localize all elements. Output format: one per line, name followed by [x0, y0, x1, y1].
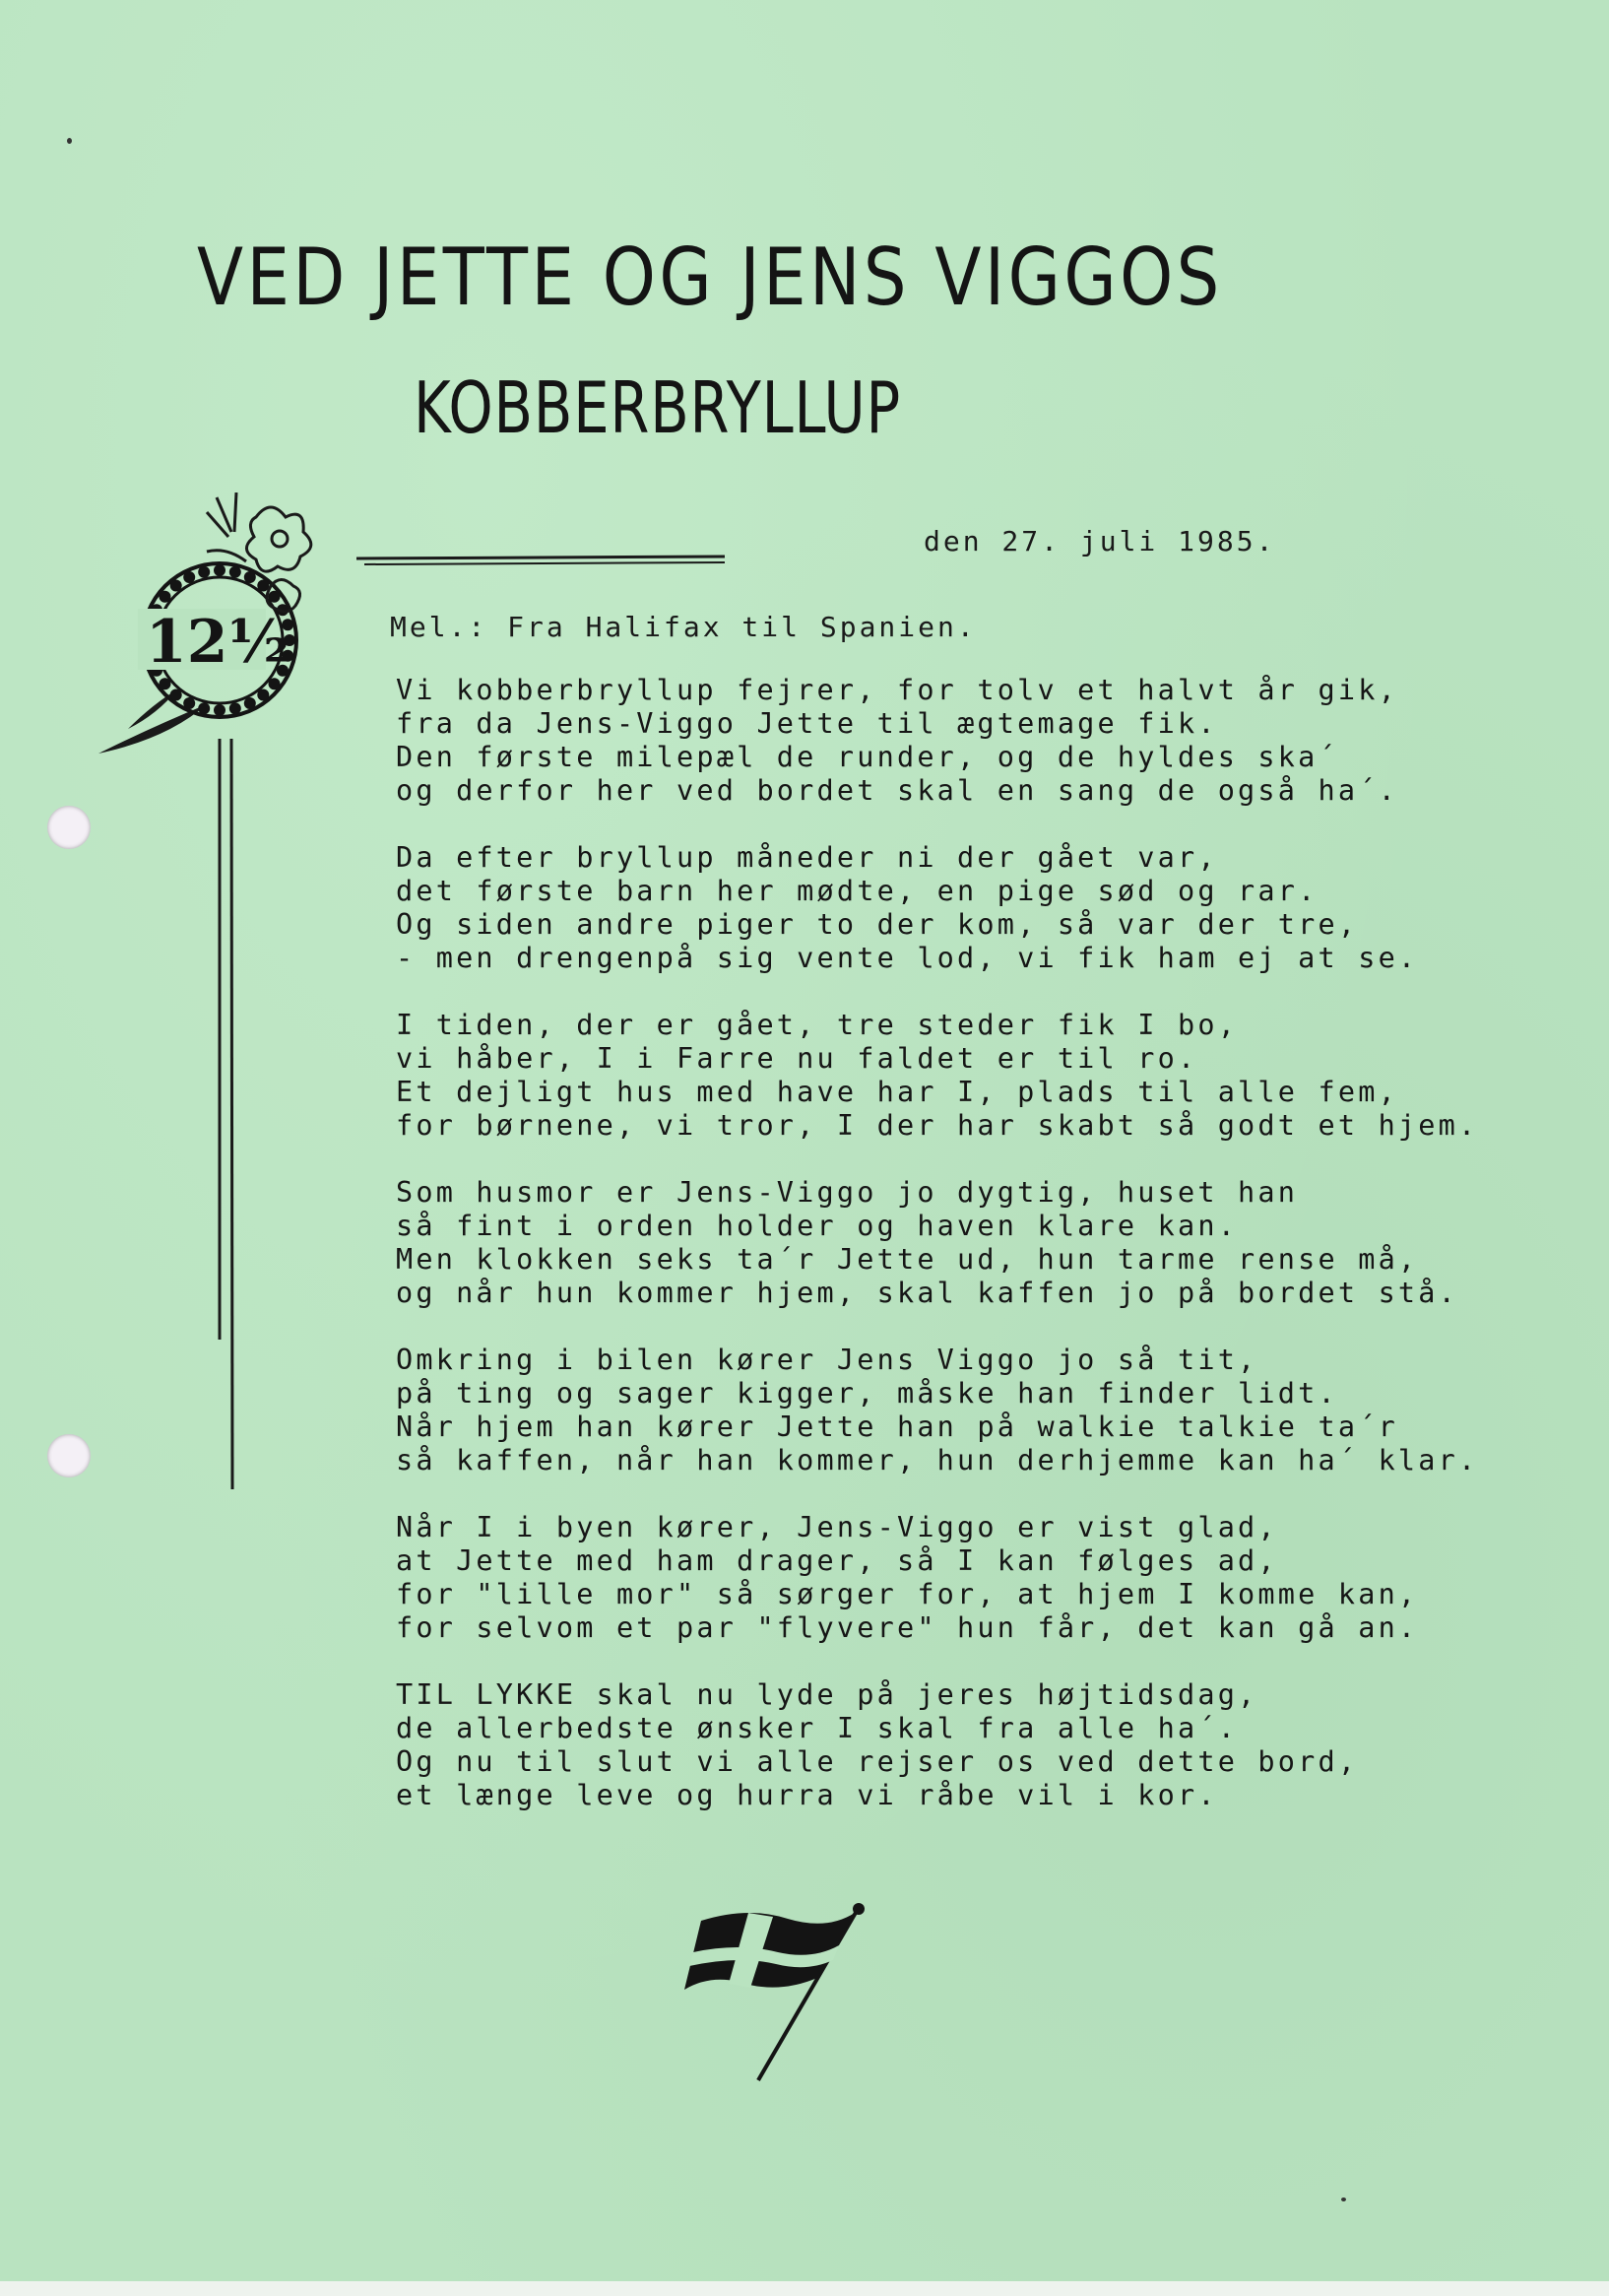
wreath-dot	[244, 697, 256, 709]
verse-line: Et dejligt hus med have har I, plads til alle fem,	[396, 1076, 1398, 1108]
wreath-dot	[269, 591, 281, 603]
verse-line: et længe leve og hurra vi råbe vil i kor.	[396, 1779, 1218, 1811]
wreath-dot	[214, 704, 225, 716]
verse-1	[396, 674, 1478, 808]
danish-flag-icon	[679, 1901, 886, 2088]
verse-line: - men drengenpå sig vente lod, vi fik ham ej at se.	[396, 942, 1419, 974]
verse-line: Men klokken seks ta´r Jette ud, hun tarme rense må,	[396, 1243, 1419, 1276]
verse-line: de allerbedste ønsker I skal fra alle ha´.	[396, 1712, 1239, 1744]
wreath-dot	[183, 571, 195, 583]
verse-line: I tiden, der er gået, tre steder fik I bo,	[396, 1009, 1239, 1041]
punch-hole	[47, 1434, 91, 1477]
verse-line: at Jette med ham drager, så I kan følges ad,	[396, 1544, 1278, 1577]
verse-line: det første barn her mødte, en pige sød og rar.	[396, 875, 1319, 907]
verse-line: Og nu til slut vi alle rejser os ved dette bord,	[396, 1745, 1359, 1778]
verse-line: Den første milepæl de runder, og de hyldes ska´	[396, 741, 1338, 773]
punch-hole	[47, 806, 91, 849]
wreath-dot	[198, 702, 210, 714]
wreath-dot	[257, 689, 269, 701]
verse-line: for børnene, vi tror, I der har skabt så godt et hjem.	[396, 1109, 1479, 1142]
wreath-dot	[198, 566, 210, 578]
verse-line: Omkring i bilen kører Jens Viggo jo så tit,	[396, 1344, 1258, 1376]
verse-line: Når I i byen kører, Jens-Viggo er vist glad,	[396, 1511, 1278, 1543]
wreath-dot	[170, 580, 182, 592]
verse-line: fra da Jens-Viggo Jette til ægtemage fik.	[396, 707, 1218, 740]
wreath-dot	[214, 564, 225, 576]
melody-line: Mel.: Fra Halifax til Spanien.	[390, 611, 977, 643]
ink-speck	[67, 138, 72, 144]
verse-line: og når hun kommer hjem, skal kaffen jo på bordet stå.	[396, 1277, 1458, 1309]
verse-line: Vi kobberbryllup fejrer, for tolv et halvt år gik,	[396, 674, 1398, 706]
verse-line: vi håber, I i Farre nu faldet er til ro.	[396, 1042, 1198, 1075]
page-bottom-edge	[0, 2281, 1609, 2296]
verse-line: Da efter bryllup måneder ni der gået var,	[396, 841, 1218, 874]
verse-2	[396, 841, 1478, 975]
wreath-dot	[229, 566, 241, 578]
verse-line: for selvom et par "flyvere" hun får, det kan gå an.	[396, 1611, 1419, 1644]
verse-line: Som husmor er Jens-Viggo jo dygtig, huset han	[396, 1176, 1299, 1209]
verse-6	[396, 1511, 1478, 1645]
wreath-dot	[183, 697, 195, 709]
song-verses	[396, 674, 1478, 1846]
verse-line: Når hjem han kører Jette han på walkie talkie ta´r	[396, 1410, 1398, 1443]
wreath-dot	[269, 678, 281, 689]
ink-speck	[1341, 2198, 1346, 2201]
badge-label: 12½	[146, 608, 290, 677]
wreath-dot	[160, 591, 171, 603]
verse-line: for "lille mor" så sørger for, at hjem I komme kan,	[396, 1578, 1419, 1610]
page-subtitle: KOBBERBRYLLUP	[414, 366, 902, 449]
verse-line: Og siden andre piger to der kom, så var der tre,	[396, 908, 1359, 941]
page-title: VED JETTE OG JENS VIGGOS	[197, 231, 1223, 323]
verse-7	[396, 1678, 1478, 1812]
verse-line: på ting og sager kigger, måske han finder lidt.	[396, 1377, 1338, 1410]
date-line: den 27. juli 1985.	[924, 525, 1276, 558]
verse-line: TIL LYKKE skal nu lyde på jeres højtidsdag,	[396, 1678, 1258, 1711]
wreath-dot	[244, 571, 256, 583]
verse-5	[396, 1344, 1478, 1477]
verse-line: så kaffen, når han kommer, hun derhjemme kan ha´ klar.	[396, 1444, 1479, 1476]
wreath-dot	[229, 702, 241, 714]
verse-4	[396, 1176, 1478, 1310]
wreath-dot	[160, 678, 171, 689]
verse-line: så fint i orden holder og haven klare kan.	[396, 1210, 1239, 1242]
verse-3	[396, 1009, 1478, 1143]
verse-line: og derfor her ved bordet skal en sang de også ha´.	[396, 774, 1398, 807]
wreath-dot	[170, 689, 182, 701]
